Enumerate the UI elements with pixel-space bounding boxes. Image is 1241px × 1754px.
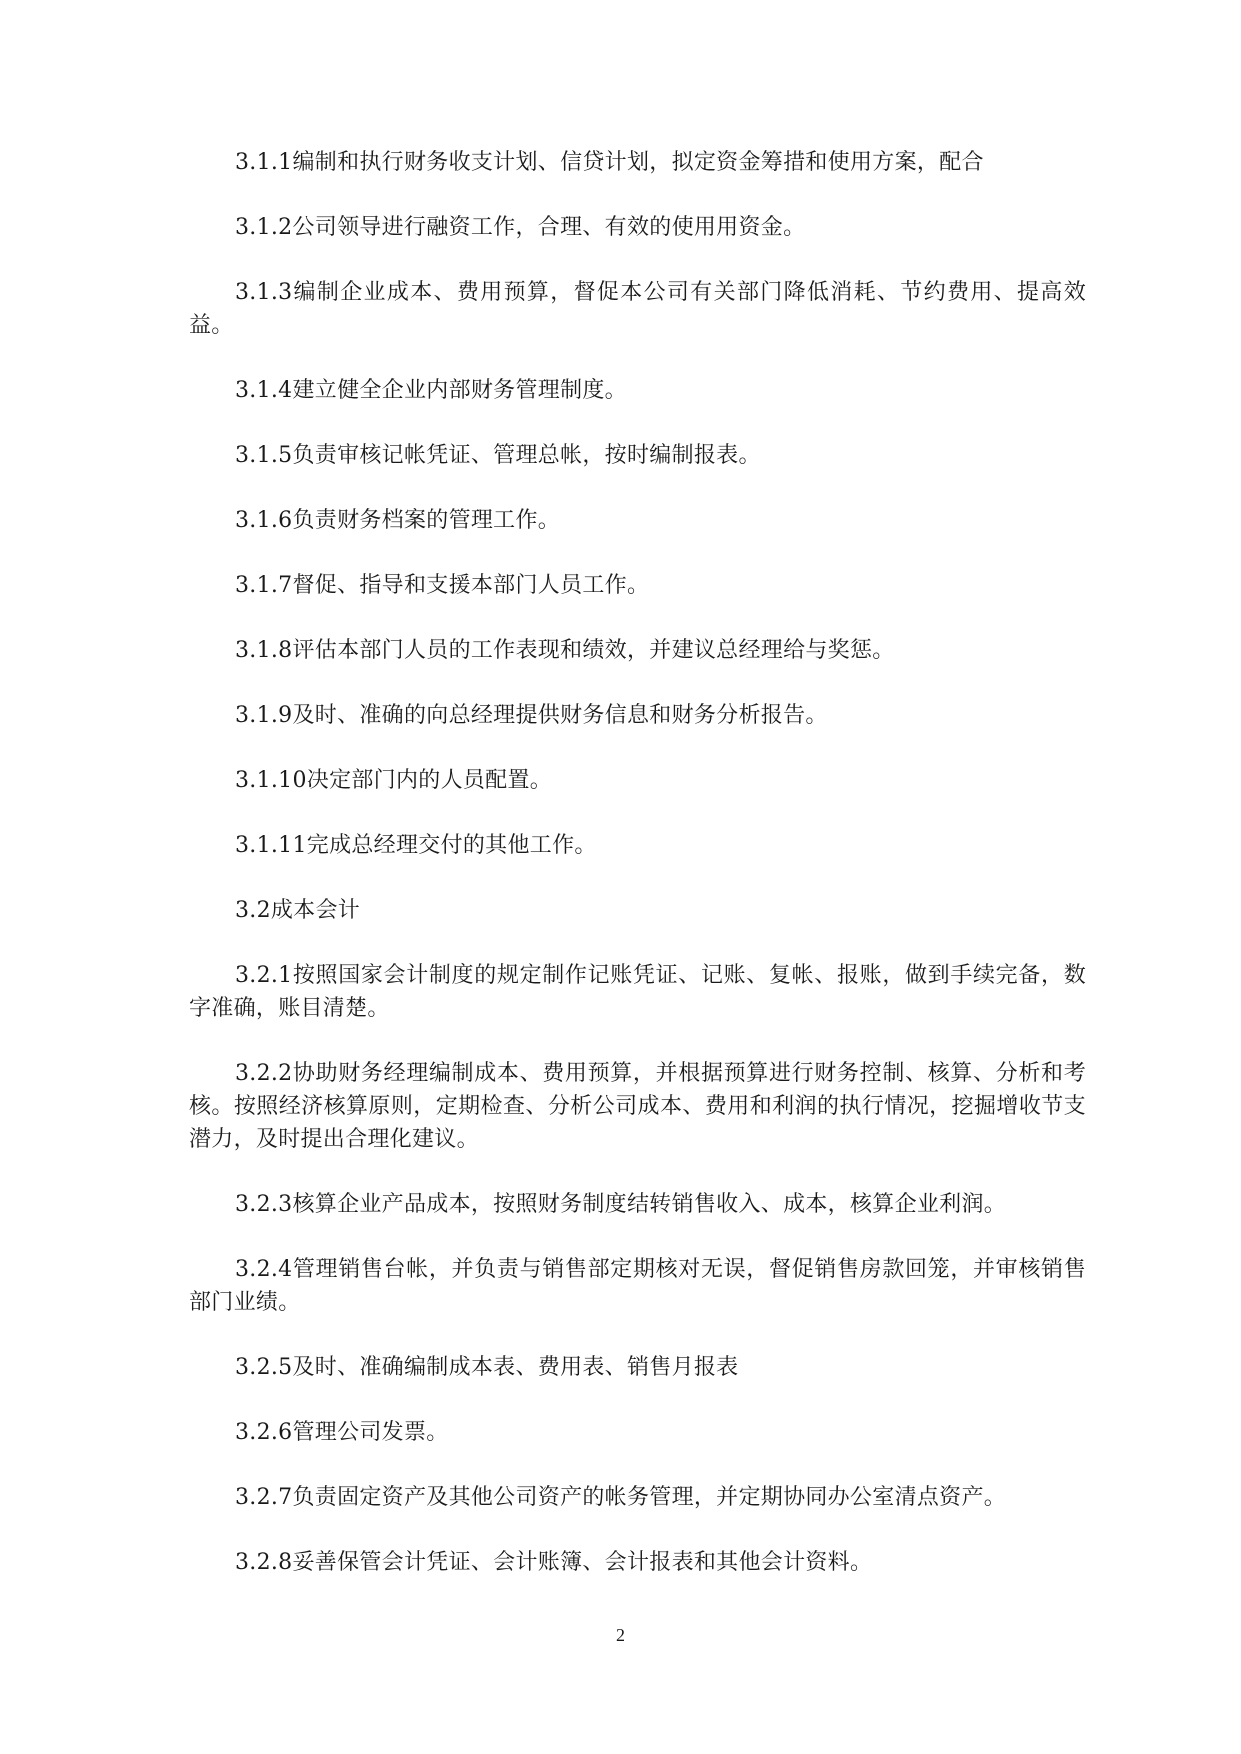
paragraph-3-1-10: 3.1.10决定部门内的人员配置。 (235, 768, 553, 793)
paragraph-3-1-6: 3.1.6负责财务档案的管理工作。 (235, 508, 561, 533)
paragraph-3-1-8: 3.1.8评估本部门人员的工作表现和绩效，并建议总经理给与奖惩。 (235, 638, 895, 663)
section-heading-3-2: 3.2成本会计 (235, 898, 361, 923)
paragraph-3-1-7: 3.1.7督促、指导和支援本部门人员工作。 (235, 573, 650, 598)
paragraph-3-2-4: 3.2.4管理销售台帐，并负责与销售部定期核对无误，督促销售房款回笼，并审核销售部门业绩。 (189, 1257, 1086, 1315)
document-body (189, 146, 1086, 1611)
paragraph-3-1-4: 3.1.4建立健全企业内部财务管理制度。 (235, 378, 627, 403)
paragraph-3-2-2: 3.2.2协助财务经理编制成本、费用预算，并根据预算进行财务控制、核算、分析和考核。按照经济核算原则，定期检查、分析公司成本、费用和利润的执行情况，挖掘增收节支潜力，及时提出合理化建议。 (189, 1061, 1086, 1152)
paragraph-3-1-11: 3.1.11完成总经理交付的其他工作。 (235, 833, 597, 858)
paragraph-3-1-3: 3.1.3编制企业成本、费用预算，督促本公司有关部门降低消耗、节约费用、提高效益。 (189, 280, 1086, 338)
paragraph-3-2-5: 3.2.5及时、准确编制成本表、费用表、销售月报表 (235, 1355, 739, 1380)
paragraph-3-2-6: 3.2.6管理公司发票。 (235, 1420, 449, 1445)
paragraph-3-2-7: 3.2.7负责固定资产及其他公司资产的帐务管理，并定期协同办公室清点资产。 (235, 1485, 1007, 1510)
paragraph-3-1-1: 3.1.1编制和执行财务收支计划、信贷计划，拟定资金筹措和使用方案，配合 (235, 150, 984, 175)
paragraph-3-2-8: 3.2.8妥善保管会计凭证、会计账簿、会计报表和其他会计资料。 (235, 1550, 873, 1575)
paragraph-3-1-2: 3.1.2公司领导进行融资工作，合理、有效的使用用资金。 (235, 215, 806, 240)
paragraph-3-1-9: 3.1.9及时、准确的向总经理提供财务信息和财务分析报告。 (235, 703, 828, 728)
page-number: 2 (616, 1625, 625, 1645)
paragraph-3-2-1: 3.2.1按照国家会计制度的规定制作记账凭证、记账、复帐、报账，做到手续完备，数字准确，账目清楚。 (189, 963, 1086, 1021)
paragraph-3-1-5: 3.1.5负责审核记帐凭证、管理总帐，按时编制报表。 (235, 443, 761, 468)
paragraph-3-2-3: 3.2.3核算企业产品成本，按照财务制度结转销售收入、成本，核算企业利润。 (235, 1192, 1007, 1217)
